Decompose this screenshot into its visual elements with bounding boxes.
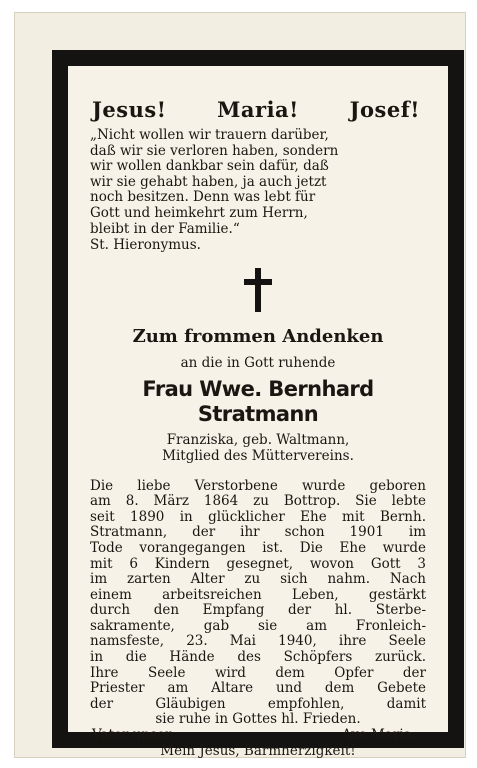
deceased-name: Frau Wwe. Bernhard Stratmann [142, 377, 374, 427]
biography-line: durch den Empfang der hl. Sterbe- [90, 602, 426, 619]
biography-line: Tode vorangegangen ist. Die Ehe wurde [90, 539, 426, 556]
closing-prayer-right: Ave Maria. [341, 727, 416, 744]
invocation-line [92, 98, 420, 122]
maiden-name-line: Franziska, geb. Waltmann, [166, 432, 350, 449]
biography-line: namsfeste, 23. Mai 1940, ihre Seele [90, 633, 426, 650]
quote-line: noch besitzen. Denn was lebt für [90, 189, 316, 206]
biography-line: Die liebe Verstorbene wurde geboren [90, 477, 426, 494]
biography-line: einem arbeitsreichen Leben, gestärkt [90, 586, 426, 603]
quote-line: daß wir sie verloren haben, sondern [90, 142, 339, 159]
biography-line: der Gläubigen empfohlen, damit [90, 695, 426, 712]
biography-line: in die Hände des Schöpfers zurück. [90, 649, 426, 666]
invocation-jesus: Jesus! [92, 97, 167, 122]
biography-line: im zarten Alter zu sich nahm. Nach [90, 571, 426, 588]
biography-line: Priester am Altare und dem Gebete [90, 680, 426, 697]
quote-attribution: St. Hieronymus. [90, 237, 201, 254]
memorial-card [14, 12, 466, 758]
biography-line: sie ruhe in Gottes hl. Frieden. [155, 711, 361, 728]
card-content [68, 66, 448, 759]
invocation-maria: Maria! [217, 97, 299, 122]
quote-block [90, 128, 426, 254]
mourning-border [52, 50, 464, 759]
membership-line: Mitglied des Müttervereins. [162, 447, 354, 464]
final-invocation: Mein Jesus, Barmherzigkeit! [160, 742, 356, 759]
closing-prayer-left: Vater unser. [92, 727, 175, 744]
biography-line: Stratmann, der ihr schon 1901 im [90, 524, 426, 541]
invocation-josef: Josef! [349, 97, 420, 122]
memorial-heading: Zum frommen Andenken [132, 325, 384, 347]
biography-line: seit 1890 in glücklicher Ehe mit Bernh. [90, 508, 426, 525]
quote-line: Gott und heimkehrt zum Herrn, [90, 204, 308, 221]
quote-line: wir wollen dankbar sein dafür, daß [90, 158, 329, 175]
biography-line: am 8. März 1864 zu Bottrop. Sie lebte [90, 493, 426, 510]
cross-icon [243, 268, 273, 312]
intro-line: an die in Gott ruhende [180, 354, 336, 371]
quote-line: bleibt in der Familie.“ [90, 220, 240, 237]
biography-text [90, 479, 426, 729]
biography-line: Ihre Seele wird dem Opfer der [90, 664, 426, 681]
quote-line: „Nicht wollen wir trauern darüber, [90, 127, 329, 143]
biography-line: sakramente, gab sie am Fronleich- [90, 617, 426, 634]
quote-line: wir sie gehabt haben, ja auch jetzt [90, 173, 327, 190]
closing-prayers [92, 728, 416, 744]
biography-line: mit 6 Kindern gesegnet, wovon Gott 3 [90, 555, 426, 572]
